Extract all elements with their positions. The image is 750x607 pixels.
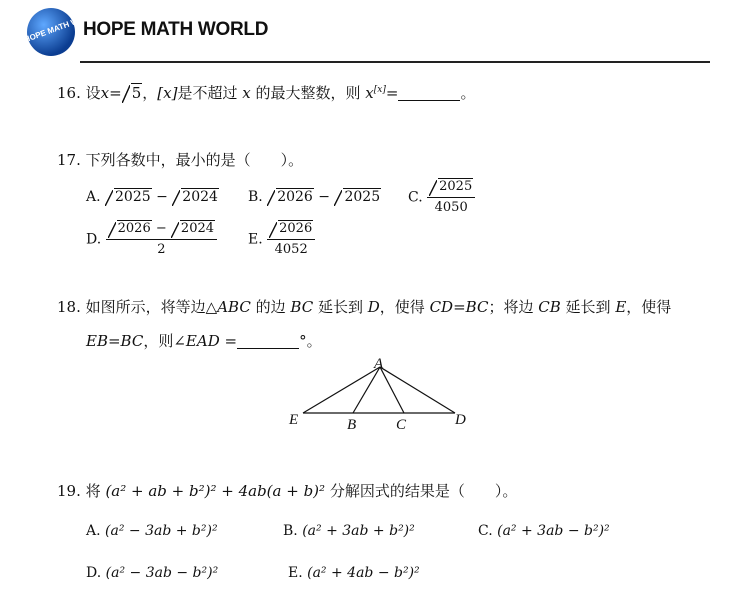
point-label-A: A xyxy=(374,356,384,372)
var-x: x xyxy=(100,84,110,102)
sqrt-5 xyxy=(122,83,143,103)
sqrt xyxy=(171,220,215,238)
sqrt xyxy=(105,188,152,206)
option-19-D[interactable] xyxy=(86,564,218,582)
text: 是不超过 xyxy=(177,84,238,102)
denominator: 4052 xyxy=(274,242,308,257)
option-19-E[interactable] xyxy=(288,564,420,582)
sqrt xyxy=(429,178,473,196)
var: EB=BC xyxy=(86,332,144,350)
denominator: 2 xyxy=(157,242,166,257)
option-label: E. xyxy=(288,565,303,581)
expression: (a² + ab + b²)² + 4ab(a + b)² xyxy=(105,482,326,500)
question-18-line1 xyxy=(57,297,671,317)
text: 设 xyxy=(85,84,101,102)
segment-AB xyxy=(353,367,380,413)
option-label: A. xyxy=(86,523,101,539)
option-17-D[interactable] xyxy=(86,220,217,259)
var: D xyxy=(367,298,380,316)
var: ABC xyxy=(217,298,251,316)
sqrt xyxy=(267,188,314,206)
text: = xyxy=(219,332,238,350)
point-label-B: B xyxy=(347,417,357,433)
option-19-C[interactable] xyxy=(478,522,610,540)
option-label: B. xyxy=(283,523,298,539)
text: 的边 xyxy=(255,298,286,316)
radicand: 2025 xyxy=(439,179,473,194)
option-label: C. xyxy=(478,523,493,539)
sqrt xyxy=(172,188,219,206)
option-label: C. xyxy=(408,189,423,206)
radicand: 2024 xyxy=(182,189,218,205)
option-label: A. xyxy=(86,189,101,205)
text: = xyxy=(109,84,122,102)
denominator: 4050 xyxy=(434,200,468,215)
segment-AD xyxy=(380,367,455,413)
point-label-C: C xyxy=(396,417,407,433)
option-19-B[interactable] xyxy=(283,522,415,540)
option-label: D. xyxy=(86,231,102,248)
option-17-B[interactable] xyxy=(248,188,381,206)
option-17-E[interactable] xyxy=(248,220,315,259)
question-17-stem xyxy=(57,150,303,170)
brand-title: HOPE MATH WORLD xyxy=(83,19,269,40)
text: ，则∠ xyxy=(143,332,186,350)
triangle-figure xyxy=(285,355,475,435)
var: E xyxy=(615,298,627,316)
logo-text: HOPE MATH WORLD xyxy=(22,8,101,45)
power-exponent: [x] xyxy=(373,85,386,95)
text: 如图所示，将等边△ xyxy=(85,298,218,316)
sqrt xyxy=(108,220,152,238)
question-19-stem xyxy=(57,481,517,501)
operator: − xyxy=(155,221,167,236)
text: ，使得 xyxy=(379,298,425,316)
text: 延长到 xyxy=(565,298,611,316)
text: 。 xyxy=(460,84,476,102)
header-divider xyxy=(80,61,710,63)
text: °。 xyxy=(299,332,322,350)
text: 延长到 xyxy=(317,298,363,316)
option-label: D. xyxy=(86,565,102,581)
text: ，使得 xyxy=(626,298,672,316)
answer-blank[interactable] xyxy=(237,334,299,349)
radicand: 2025 xyxy=(115,189,151,205)
fraction xyxy=(267,220,315,259)
option-label: E. xyxy=(248,231,263,248)
radicand: 5 xyxy=(131,84,142,102)
question-text: 下列各数中，最小的是（ ）。 xyxy=(85,151,304,169)
operator: − xyxy=(318,189,331,205)
answer-blank[interactable] xyxy=(398,86,460,101)
question-number: 16. xyxy=(57,84,81,102)
text: 将 xyxy=(85,482,101,500)
power-base: x xyxy=(365,84,374,102)
question-number: 18. xyxy=(57,298,81,316)
option-19-A[interactable] xyxy=(86,522,218,540)
option-expression: (a² + 4ab − b²)² xyxy=(307,565,420,581)
sqrt xyxy=(269,220,313,238)
option-17-A[interactable] xyxy=(86,188,219,206)
text: 的最大整数，则 xyxy=(255,84,361,102)
radicand: 2026 xyxy=(117,221,151,236)
logo xyxy=(22,8,101,56)
fraction xyxy=(427,178,475,217)
point-label-D: D xyxy=(455,412,466,428)
option-label: B. xyxy=(248,189,263,205)
option-expression: (a² − 3ab + b²)² xyxy=(105,523,218,539)
question-18-line2 xyxy=(86,331,322,351)
point-label-E: E xyxy=(289,412,299,428)
question-16 xyxy=(57,83,475,103)
segment-AE xyxy=(303,367,380,413)
sqrt xyxy=(334,188,381,206)
radicand: 2025 xyxy=(344,189,381,205)
fraction xyxy=(106,220,217,259)
question-number: 17. xyxy=(57,151,81,169)
option-17-C[interactable] xyxy=(408,178,475,217)
var-x: x xyxy=(242,84,251,102)
option-expression: (a² + 3ab + b²)² xyxy=(302,523,415,539)
var: CB xyxy=(538,298,561,316)
option-expression: (a² + 3ab − b²)² xyxy=(497,523,610,539)
text: = xyxy=(385,84,399,102)
text: ， xyxy=(142,84,158,102)
text: ；将边 xyxy=(488,298,534,316)
floor-x: [x] xyxy=(157,84,178,102)
question-text: 分解因式的结果是（ ）。 xyxy=(329,482,518,500)
var: EAD xyxy=(185,332,220,350)
option-expression: (a² − 3ab − b²)² xyxy=(105,565,219,581)
radicand: 2024 xyxy=(180,221,215,236)
radicand: 2026 xyxy=(277,189,313,205)
radicand: 2026 xyxy=(279,221,313,236)
var: BC xyxy=(290,298,314,316)
var: CD=BC xyxy=(429,298,489,316)
question-number: 19. xyxy=(57,482,81,500)
operator: − xyxy=(156,189,168,205)
